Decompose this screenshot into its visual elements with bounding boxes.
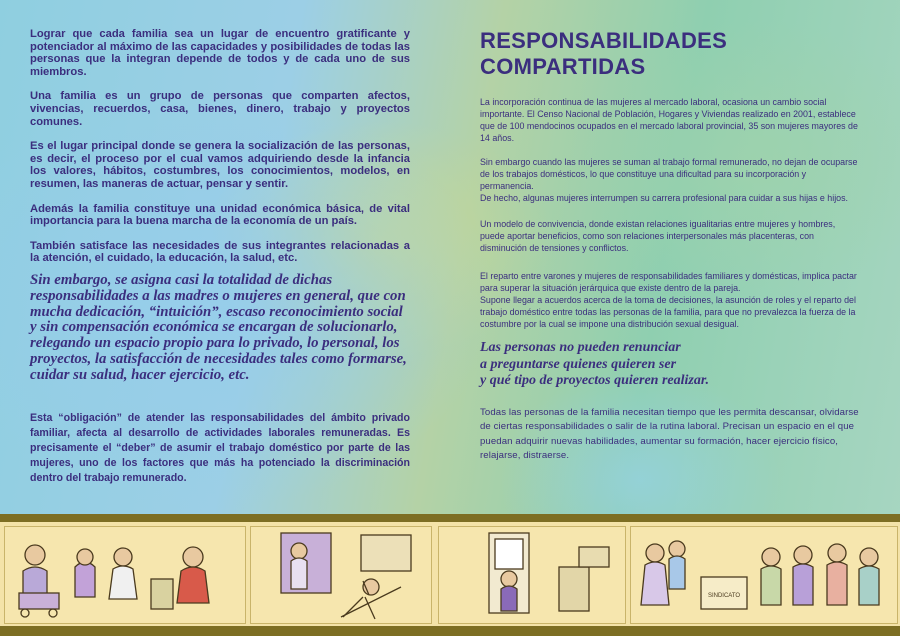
left-paragraph-5: También satisface las necesidades de sus integrantes relacionadas a la atención, el cuidado, la educación, la salud, etc.: [30, 239, 410, 265]
right-paragraph-4b: Supone llegar a acuerdos acerca de la toma de decisiones, la asunción de roles y el reparto del trabajo doméstico entre todas las personas de la familia, para que no prevalezca la fuerza de la costumbre por la cual se impone una distribución sexual desigual.: [480, 295, 856, 329]
quote-line-2: a preguntarse quienes quieren ser: [480, 356, 677, 372]
sindicato-sign-text: SINDICATO: [707, 593, 741, 599]
left-paragraph-4: Además la familia constituye una unidad económica básica, de vital importancia para la buena marcha de la economía de un país.: [30, 202, 410, 228]
right-column: [480, 28, 860, 464]
illustration-panel-office: [438, 526, 626, 624]
right-paragraph-2b: De hecho, algunas mujeres interrumpen su carrera profesional para cuidar a sus hijas e hijos.: [480, 193, 849, 203]
section-title: RESPONSABILIDADES COMPARTIDAS: [480, 28, 728, 79]
left-paragraph-3: Es el lugar principal donde se genera la socialización de las personas, es decir, el proceso por el cual vamos adquiriendo desde la infancia los valores, hábitos, costumbres, los conocimientos, modelos, en resumen, las maneras de actuar, pensar y sentir.: [30, 140, 410, 190]
right-paragraph-2a: Sin embargo cuando las mujeres se suman al trabajo formal remunerado, no dejan de ocuparse de los trabajos domésticos, lo que constituye una dificultad para su incorporación y permanencia.: [480, 157, 858, 191]
illustration-panel-meeting: [630, 526, 898, 624]
right-paragraph-5: Todas las personas de la familia necesitan tiempo que les permita descansar, olvidarse de ciertas responsabilidades o salir de la rutina laboral. Precisan un espacio en el que puedan adquirir nuevas habilidades, aumentar su formación, hacer ejercicio físico, relajarse, distraerse.: [480, 406, 859, 462]
quote-line-3: y qué tipo de proyectos quieren realizar.: [480, 373, 710, 388]
right-paragraph-4a: El reparto entre varones y mujeres de responsabilidades familiares y domésticas, implica pactar para superar la situación jerárquica que existe dentro de la pareja.: [480, 271, 857, 293]
right-paragraph-1: La incorporación continua de las mujeres al mercado laboral, ocasiona un cambio social importante. El Censo Nacional de Población, Hogares y Viviendas realizado en 2001, establece que de 100 mendocinos ocupados en el mercado laboral provincial, 35 son mujeres mayores de 14 años.: [480, 97, 858, 143]
left-paragraph-7: Esta “obligación” de atender las responsabilidades del ámbito privado familiar, afecta al desarrollo de actividades laborales remuneradas. Es precisamente el “deber” de asumir el trabajo doméstico por parte de las mujeres, uno de los factores que más ha potenciado la discriminación dentro del trabajo remunerado.: [30, 412, 410, 485]
left-column: [30, 28, 410, 486]
right-paragraph-4: [480, 270, 860, 330]
illustration-panel-family: [4, 526, 246, 624]
left-paragraph-2: Una familia es un grupo de personas que comparten afectos, vivencias, recuerdos, casa, bienes, dinero, trabajo y proyectos comunes.: [30, 90, 410, 128]
quote-line-1: Las personas no pueden renunciar: [480, 340, 681, 355]
strip-top-band: [0, 514, 900, 522]
left-paragraph-1: Lograr que cada familia sea un lugar de encuentro gratificante y potenciador al máximo de las capacidades y posibilidades de todas las personas que la integran depende de todos y de cada uno de sus miembros.: [30, 28, 410, 78]
illustration-panel-housework: [250, 526, 432, 624]
strip-bottom-band: [0, 626, 900, 636]
housework-drawing: [251, 527, 431, 623]
highlight-quote: [480, 340, 860, 390]
right-paragraph-2: [480, 156, 860, 204]
meeting-drawing: [631, 527, 897, 623]
right-paragraph-3: Un modelo de convivencia, donde existan relaciones igualitarias entre mujeres y hombres, puede aportar beneficios, como son relaciones interpersonales más placenteras, con disminución de tensiones y conflictos.: [480, 219, 836, 253]
left-italic-paragraph: Sin embargo, se asigna casi la totalidad de dichas responsabilidades a las madres o mujeres en general, que con mucha dedicación, “intuición”, escaso reconocimiento social y sin compensación económica se encargan de solucionarlo, relegando un espacio propio para lo privado, lo personal, los proyectos, la satisfacción de necesidades tales como formarse, cuidar su salud, hacer ejercicio, etc.: [30, 271, 407, 383]
family-drawing: [5, 527, 245, 623]
office-drawing: [439, 527, 625, 623]
